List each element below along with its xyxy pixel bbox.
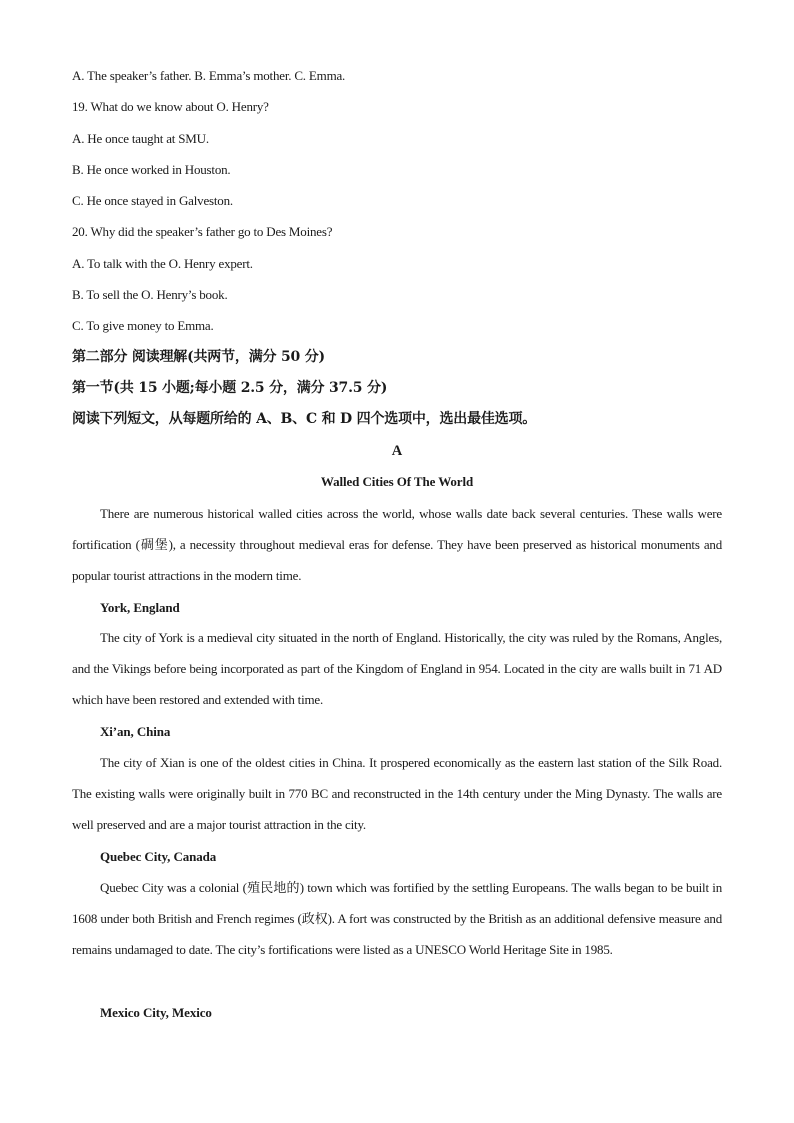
city-text-xian: The city of Xian is one of the oldest cities in China. It prospered economically as the eastern last station of the Silk Road. The existing walls were originally built in 770 BC and reconstructed in the 14th century under the Ming Dynasty. The walls are well preserved and are a major tourist attraction in the city.	[72, 755, 722, 833]
q18-options: A. The speaker’s father. B. Emma’s mother. C. Emma.	[72, 68, 346, 83]
city-heading-york: York, England	[100, 600, 180, 615]
q19-stem: 19. What do we know about O. Henry?	[72, 99, 269, 114]
q20-option-c: C. To give money to Emma.	[72, 318, 214, 333]
city-text-quebec: Quebec City was a colonial (殖民地的) town which was fortified by the settling Europeans. The walls began to be built in 1608 under both British and French regimes (政权). A fort was constructed by the British as an additional defensive measure and remains undamaged to date. The city’s fortifications were listed as a UNESCO World Heritage Site in 1985.	[72, 880, 722, 958]
part-title: 第二部分 阅读理解(共两节，满分 50 分)	[72, 349, 325, 365]
passage-letter: A	[391, 443, 403, 459]
city-heading-quebec: Quebec City, Canada	[100, 849, 217, 864]
q19-option-a: A. He once taught at SMU.	[72, 131, 209, 146]
q20-option-a: A. To talk with the O. Henry expert.	[72, 256, 253, 271]
section-instruction: 阅读下列短文，从每题所给的 A、B、C 和 D 四个选项中，选出最佳选项。	[72, 411, 537, 427]
passage-intro: There are numerous historical walled cities across the world, whose walls date back several centuries. These walls were fortification (碉堡), a necessity throughout medieval eras for defense. They have been preserved as historical monuments and popular tourist attractions in the modern time.	[72, 506, 722, 584]
city-heading-mexico: Mexico City, Mexico	[100, 1005, 212, 1020]
passage-title: Walled Cities Of The World	[320, 474, 474, 489]
city-heading-xian: Xi’an, China	[100, 724, 171, 739]
q19-option-c: C. He once stayed in Galveston.	[72, 193, 233, 208]
q19-option-b: B. He once worked in Houston.	[72, 162, 231, 177]
city-text-york: The city of York is a medieval city situated in the north of England. Historically, the city was ruled by the Romans, Angles, and the Vikings before being incorporated as part of the Kingdom of England in 954. Located in the city are walls built in 71 AD which have been restored and extended with time.	[72, 630, 722, 708]
q20-option-b: B. To sell the O. Henry’s book.	[72, 287, 228, 302]
q20-stem: 20. Why did the speaker’s father go to Des Moines?	[72, 224, 333, 239]
section-title: 第一节(共 15 小题;每小题 2.5 分，满分 37.5 分)	[72, 380, 388, 396]
